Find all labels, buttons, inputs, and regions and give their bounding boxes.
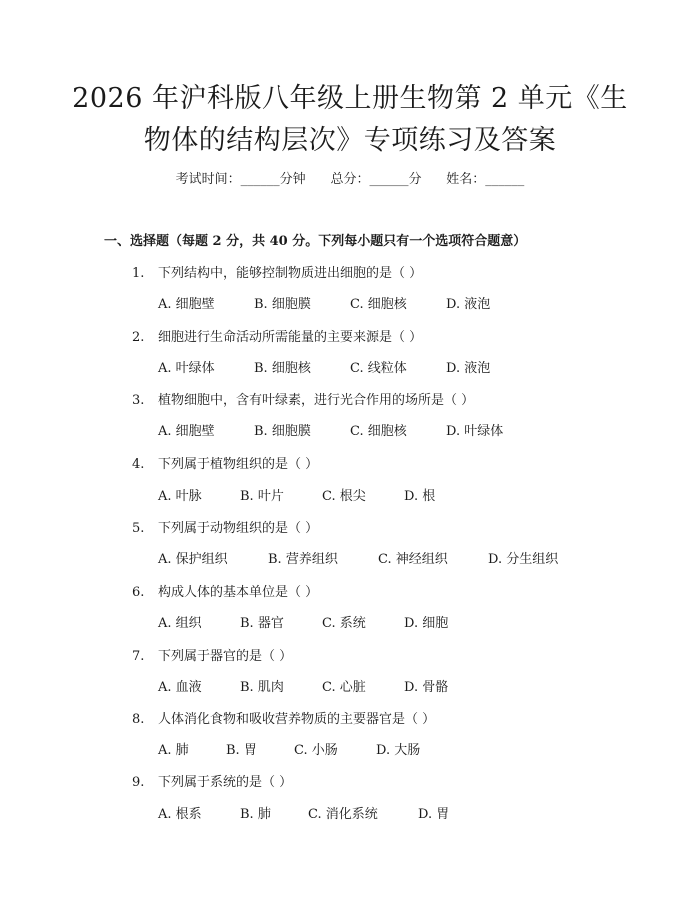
question-number: 6. [132, 585, 145, 600]
option-a: A. 细胞壁 [158, 297, 215, 312]
exam-name: 姓名：______ [446, 172, 525, 187]
question-4 [132, 453, 318, 472]
option-d: D. 胃 [418, 807, 450, 822]
exam-time: 考试时间：______分钟 [175, 172, 306, 187]
option-d: D. 细胞 [404, 616, 449, 631]
option-a: A. 组织 [158, 616, 202, 631]
option-c: C. 细胞核 [350, 424, 407, 439]
option-d: D. 分生组织 [488, 552, 559, 567]
option-b: B. 器官 [240, 616, 284, 631]
question-8-options [158, 739, 420, 758]
question-number: 3. [132, 393, 145, 408]
question-text: 植物细胞中，含有叶绿素，进行光合作用的场所是（ ） [158, 393, 475, 408]
question-9-options [158, 803, 449, 822]
title-line-2: 物体的结构层次》专项练习及答案 [143, 125, 557, 156]
question-text: 下列属于植物组织的是（ ） [158, 457, 319, 472]
question-number: 1. [132, 266, 145, 281]
question-number: 7. [132, 649, 145, 664]
option-b: B. 细胞核 [254, 361, 311, 376]
question-number: 4. [132, 457, 145, 472]
option-d: D. 叶绿体 [446, 424, 504, 439]
exam-meta [0, 168, 700, 187]
question-4-options [158, 485, 435, 504]
option-c: C. 小肠 [294, 743, 338, 758]
question-number: 2. [132, 330, 145, 345]
question-number: 9. [132, 775, 145, 790]
question-6-options [158, 612, 448, 631]
question-3-options [158, 420, 503, 439]
option-a: A. 根系 [158, 807, 202, 822]
option-c: C. 神经组织 [378, 552, 448, 567]
document-title [60, 78, 640, 162]
option-d: D. 大肠 [376, 743, 421, 758]
question-8 [132, 708, 435, 727]
option-d: D. 根 [404, 489, 436, 504]
option-c: C. 线粒体 [350, 361, 407, 376]
option-a: A. 叶绿体 [158, 361, 215, 376]
option-d: D. 液泡 [446, 297, 491, 312]
option-b: B. 胃 [226, 743, 257, 758]
question-3 [132, 389, 474, 408]
question-7-options [158, 676, 448, 695]
question-1 [132, 262, 422, 281]
option-c: C. 细胞核 [350, 297, 407, 312]
option-a: A. 肺 [158, 743, 189, 758]
option-a: A. 细胞壁 [158, 424, 215, 439]
question-text: 细胞进行生命活动所需能量的主要来源是（ ） [158, 330, 423, 345]
question-text: 人体消化食物和吸收营养物质的主要器官是（ ） [158, 712, 436, 727]
question-7 [132, 645, 292, 664]
option-b: B. 细胞膜 [254, 297, 311, 312]
question-5-options [158, 548, 558, 567]
question-2 [132, 326, 422, 345]
option-d: D. 骨骼 [404, 680, 449, 695]
question-text: 下列属于动物组织的是（ ） [158, 521, 319, 536]
option-c: C. 心脏 [322, 680, 366, 695]
question-6 [132, 581, 318, 600]
option-b: B. 细胞膜 [254, 424, 311, 439]
option-c: C. 消化系统 [308, 807, 378, 822]
title-line-1: 2026 年沪科版八年级上册生物第 2 单元《生 [72, 83, 628, 114]
question-number: 5. [132, 521, 145, 536]
option-b: B. 营养组织 [268, 552, 338, 567]
question-text: 下列结构中，能够控制物质进出细胞的是（ ） [158, 266, 423, 281]
option-b: B. 肌肉 [240, 680, 284, 695]
option-b: B. 叶片 [240, 489, 284, 504]
section-title: 一、选择题（每题 2 分，共 40 分。下列每小题只有一个选项符合题意） [104, 234, 527, 249]
question-text: 下列属于器官的是（ ） [158, 649, 293, 664]
option-a: A. 血液 [158, 680, 202, 695]
question-9 [132, 771, 292, 790]
option-b: B. 肺 [240, 807, 271, 822]
option-a: A. 保护组织 [158, 552, 228, 567]
question-text: 构成人体的基本单位是（ ） [158, 585, 319, 600]
option-c: C. 系统 [322, 616, 366, 631]
question-5 [132, 517, 318, 536]
question-2-options [158, 357, 490, 376]
question-number: 8. [132, 712, 145, 727]
option-d: D. 液泡 [446, 361, 491, 376]
option-a: A. 叶脉 [158, 489, 202, 504]
question-text: 下列属于系统的是（ ） [158, 775, 293, 790]
option-c: C. 根尖 [322, 489, 366, 504]
exam-score: 总分：______分 [330, 172, 422, 187]
question-1-options [158, 293, 490, 312]
